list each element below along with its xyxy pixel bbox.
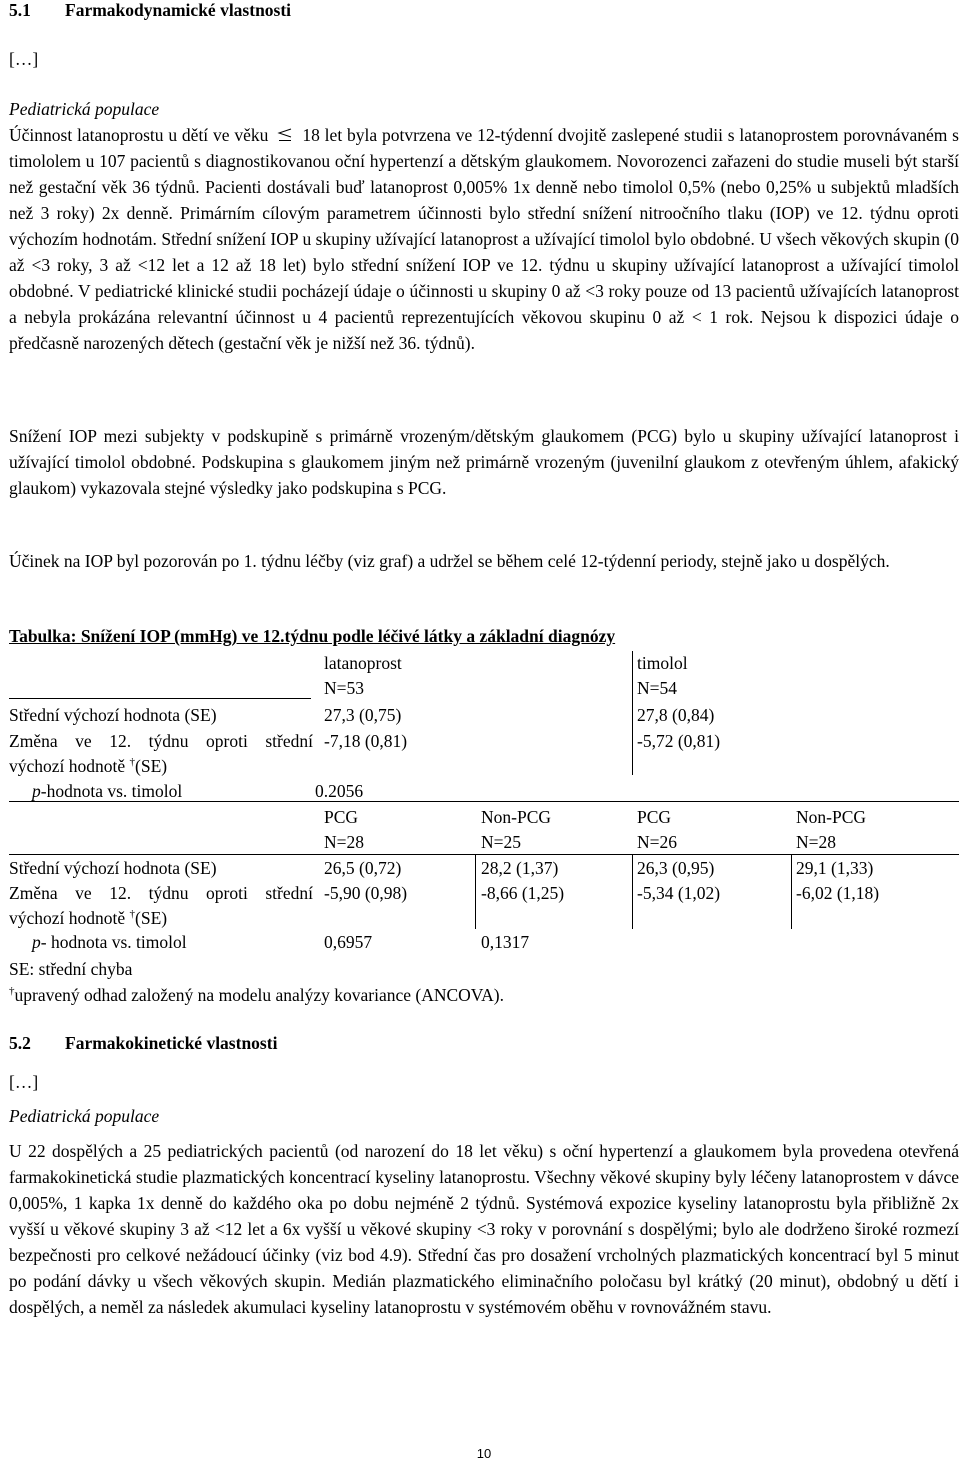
subheading-pediatric: Pediatrická populace bbox=[9, 99, 160, 119]
p-letter: p bbox=[32, 932, 41, 952]
row-label-p-value bbox=[32, 779, 182, 803]
table-cell: 28,2 (1,37) bbox=[481, 858, 559, 878]
p-label-text: -hodnota vs. timolol bbox=[40, 781, 183, 801]
paragraph-pcg bbox=[9, 423, 959, 501]
section-heading-5-1 bbox=[9, 0, 291, 23]
cell-change-latanoprost: -7,18 (0,81) bbox=[324, 731, 408, 751]
dagger-mark: † bbox=[9, 985, 15, 997]
column-header-timolol-n: N=54 bbox=[637, 678, 678, 698]
table-cell: 0,6957 bbox=[324, 932, 373, 952]
page-number: 10 bbox=[476, 1446, 492, 1461]
p-letter: p bbox=[32, 781, 41, 801]
table-cell: 26,5 (0,72) bbox=[324, 858, 402, 878]
paragraph-pharmacokinetics-text: U 22 dospělých a 25 pediatrických pacientů (od narození do 18 let věku) s oční hypertenzí a glaukomem byla provedena otevřená farmakokinetická studie plazmatických koncentrací kyseliny latanoprostu. Všechny věkové skupiny byly léčeny latanoprostem v dávce 0,005%, 1 kapka 1x denně do každého oka po dobu nejméně 2 týdnů. Systémová expozice kyseliny latanoprostu byla přibližně 2x vyšší u věkové skupiny 3 až <12 let a 6x vyšší u věkové skupiny <3 roky v porovnání s dospělými; bylo ale dodrženo široké rozmezí bezpečnosti pro celkové nežádoucí účinky (viz bod 4.9). Střední čas pro dosažení vrcholných plazmatických koncentrací byl 5 minut po podání dávky u všech věkových skupin. Medián plazmatického eliminačního poločasu byl krátký (20 minut), obdobný u dětí i dospělých, a neměl za následek akumulaci kyseliny latanoprostu v systémovém oběhu v rovnovážném stavu. bbox=[9, 1141, 959, 1317]
table-cell: 0,1317 bbox=[481, 932, 530, 952]
table-column-divider bbox=[632, 651, 633, 775]
table-cell: 29,1 (1,33) bbox=[796, 858, 874, 878]
subheading-pediatric: Pediatrická populace bbox=[9, 1106, 160, 1126]
subgroup-header-n: N=28 bbox=[324, 832, 365, 852]
table-rule bbox=[9, 698, 311, 699]
row-label-change: Změna ve 12. týdnu oproti střední bbox=[9, 883, 313, 903]
table-cell: -6,02 (1,18) bbox=[796, 883, 880, 903]
ellipsis-marker: […] bbox=[9, 1072, 39, 1092]
table-title: Tabulka: Snížení IOP (mmHg) ve 12.týdnu podle léčivé látky a základní diagnózy bbox=[9, 626, 616, 646]
table-cell: 26,3 (0,95) bbox=[637, 858, 715, 878]
table-rule bbox=[9, 854, 959, 855]
paragraph-onset-text: Účinek na IOP byl pozorován po 1. týdnu léčby (viz graf) a udržel se během celé 12-týdenní periody, stejně jako u dospělých. bbox=[9, 551, 890, 571]
section-number: 5.1 bbox=[9, 0, 31, 20]
table-column-divider bbox=[791, 854, 792, 929]
dagger-mark: † bbox=[129, 756, 136, 768]
paragraph-pcg-text: Snížení IOP mezi subjekty v podskupině s primárně vrozeným/dětským glaukomem (PCG) bylo u skupiny užívající latanoprost i užívající timolol obdobné. Podskupina s glaukomem jiným než primárně vrozeným (juvenilní glaukom z otevřeným úhlem, afakický glaukom) vykazovala stejné výsledky jako podskupina s PCG. bbox=[9, 426, 959, 498]
section-title: Farmakokinetické vlastnosti bbox=[65, 1033, 278, 1053]
subgroup-header-n: N=28 bbox=[796, 832, 837, 852]
less-or-equal-symbol bbox=[277, 128, 293, 142]
paragraph-efficacy bbox=[9, 122, 959, 356]
footnote-dagger bbox=[9, 983, 504, 1007]
ellipsis-marker: […] bbox=[9, 49, 39, 69]
p-label-text: - hodnota vs. timolol bbox=[40, 932, 187, 952]
row-label-p-value bbox=[32, 930, 187, 954]
row-label-change-text: výchozí hodnotě bbox=[9, 908, 126, 928]
table-column-divider bbox=[475, 854, 476, 929]
paragraph-text-rest: 18 let byla potvrzena ve 12-týdenní dvojitě zaslepené studii s latanoprostem porovnávaném s timololem u 107 pacientů s diagnostikovanou oční hypertenzí a dětským glaukomem. Novorozenci zařazeni do studie museli být starší než gestační věk 36 týdnů. Pacienti dostávali buď latanoprost 0,005% 1x denně nebo timolol 0,5% (nebo 0,25% u subjektů mladších než 3 roky) 2x denně. Primárním cílovým parametrem účinnosti bylo střední snížení nitroočního tlaku (IOP) ve 12. týdnu oproti výchozím hodnotám. Střední snížení IOP u skupiny užívající latanoprost a užívající timolol bylo obdobné. U všech věkových skupin (0 až <3 roky, 3 až <12 let a 12 až 18 let) bylo střední snížení IOP ve 12. týdnu u skupiny užívající latanoprost a užívající timolol obdobné. V pediatrické klinické studii pocházejí údaje o účinnosti u skupiny 0 až <3 roky pouze od 13 pacientů užívajících latanoprost a nebyla prokázána relevantní účinnost u 4 pacientů reprezentujících věkovou skupinu 0 až < 1 rok. Nejsou k dispozici údaje o předčasně narozených dětech (gestační věk je nižší než 36. týdnů). bbox=[9, 125, 959, 353]
footnote-se: SE: střední chyba bbox=[9, 959, 133, 979]
cell-change-timolol: -5,72 (0,81) bbox=[637, 731, 721, 751]
subgroup-header-n: N=26 bbox=[637, 832, 678, 852]
subgroup-header-pcg: PCG bbox=[324, 807, 359, 827]
section-heading-5-2 bbox=[9, 1030, 277, 1056]
row-label-change-2 bbox=[9, 754, 167, 778]
row-label-baseline: Střední výchozí hodnota (SE) bbox=[9, 858, 217, 878]
subgroup-header-pcg: PCG bbox=[637, 807, 672, 827]
table-cell: -5,34 (1,02) bbox=[637, 883, 721, 903]
se-label: (SE) bbox=[135, 756, 168, 776]
row-label-baseline: Střední výchozí hodnota (SE) bbox=[9, 705, 217, 725]
column-header-latanoprost: latanoprost bbox=[324, 653, 402, 673]
table-column-divider bbox=[632, 854, 633, 929]
section-number: 5.2 bbox=[9, 1033, 31, 1053]
cell-baseline-timolol: 27,8 (0,84) bbox=[637, 705, 715, 725]
paragraph-text-start: Účinnost latanoprostu u dětí ve věku bbox=[9, 125, 269, 145]
row-label-change: Změna ve 12. týdnu oproti střední bbox=[9, 731, 313, 751]
paragraph-onset bbox=[9, 548, 959, 574]
cell-p-value: 0.2056 bbox=[315, 781, 364, 801]
subgroup-header-n: N=25 bbox=[481, 832, 522, 852]
row-label-change-text: výchozí hodnotě bbox=[9, 756, 126, 776]
footnote-dagger-text: upravený odhad založený na modelu analýzy kovariance (ANCOVA). bbox=[14, 985, 505, 1005]
column-header-timolol: timolol bbox=[637, 653, 688, 673]
dagger-mark: † bbox=[129, 908, 136, 920]
section-title: Farmakodynamické vlastnosti bbox=[65, 0, 292, 20]
subgroup-header-non-pcg: Non-PCG bbox=[481, 807, 552, 827]
cell-baseline-latanoprost: 27,3 (0,75) bbox=[324, 705, 402, 725]
document-page bbox=[9, 0, 959, 1466]
row-label-change-2 bbox=[9, 906, 167, 930]
paragraph-pharmacokinetics bbox=[9, 1138, 959, 1320]
subgroup-header-non-pcg: Non-PCG bbox=[796, 807, 867, 827]
se-label: (SE) bbox=[135, 908, 168, 928]
table-cell: -5,90 (0,98) bbox=[324, 883, 408, 903]
table-cell: -8,66 (1,25) bbox=[481, 883, 565, 903]
column-header-latanoprost-n: N=53 bbox=[324, 678, 365, 698]
